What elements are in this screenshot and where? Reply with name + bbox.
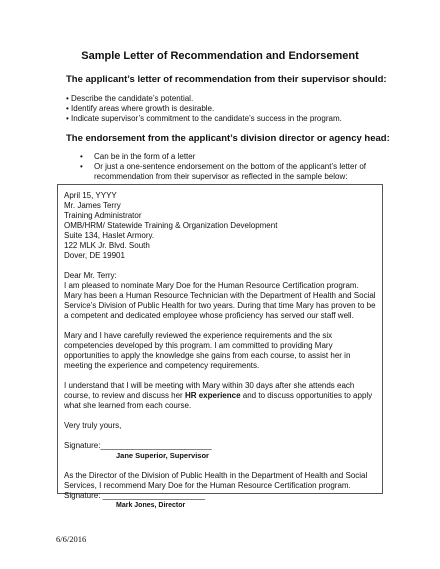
signature-line: Signature:_________________________ bbox=[64, 441, 212, 450]
footer-date: 6/6/2016 bbox=[56, 534, 87, 544]
page-title: Sample Letter of Recommendation and Endorsement bbox=[81, 50, 359, 62]
list-item: • Can be in the form of a letter bbox=[80, 152, 196, 161]
address-line: Mr. James Terry bbox=[64, 201, 121, 210]
bullet-icon: • bbox=[80, 152, 83, 161]
list-item: • Describe the candidate’s potential. bbox=[66, 94, 194, 103]
recommendation-list bbox=[66, 94, 342, 124]
letter-closing: Very truly yours, bbox=[64, 421, 122, 430]
address-line: Suite 134, Haslet Armory. bbox=[64, 231, 155, 240]
letter-paragraph: I understand that I will be meeting with Mary within 30 days after she attends each course, to review and discuss her HR experience and to discuss opportunities to apply what she learned from each course. bbox=[64, 381, 373, 410]
section-heading-endorsement: The endorsement from the applicant’s division director or agency head: bbox=[66, 133, 390, 144]
letter-paragraph: I am pleased to nominate Mary Doe for the Human Resource Certification program. Mary has been a Human Resource Technician with the Department of Health and Social Service’s Division of Public Health for two years. During that time Mary has proven to be a competent and dedicated employee whose proficiency has served our staff well. bbox=[64, 281, 376, 320]
address-line: Dover, DE 19901 bbox=[64, 251, 125, 260]
address-line: Training Administrator bbox=[64, 211, 142, 220]
signer-name: Mark Jones, Director bbox=[116, 502, 186, 509]
list-item: • Identify areas where growth is desirable. bbox=[66, 104, 215, 113]
salutation: Dear Mr. Terry: bbox=[64, 271, 117, 280]
signer-name: Jane Superior, Supervisor bbox=[116, 451, 209, 460]
list-item: • Indicate supervisor’s commitment to the candidate’s success in the program. bbox=[66, 114, 342, 123]
endorsement-list bbox=[80, 152, 380, 182]
signature-line: Signature: _______________________ bbox=[64, 491, 206, 500]
letter-paragraph: Mary and I have carefully reviewed the experience requirements and the six competencies developed by this program. I am committed to providing Mary opportunities to apply the knowledge she gains from each course, to assist her in meeting the experience and competency requirements. bbox=[64, 331, 351, 370]
bullet-icon: • bbox=[80, 162, 83, 171]
letter-date: April 15, YYYY bbox=[64, 191, 117, 200]
address-line: OMB/HRM/ Statewide Training & Organization Development bbox=[64, 221, 278, 230]
endorsement-text: As the Director of the Division of Public Health in the Department of Health and Social Services, I recommend Mary Doe for the Human Resource Certification program. bbox=[64, 471, 368, 490]
address-line: 122 MLK Jr. Blvd. South bbox=[64, 241, 150, 250]
section-heading-recommendation: The applicant’s letter of recommendation from their supervisor should: bbox=[66, 74, 387, 85]
sample-letter-box bbox=[57, 184, 383, 509]
list-item: • Or just a one-sentence endorsement on the bottom of the applicant’s letter of recommendation from their supervisor as reflected in the sample below: bbox=[80, 162, 367, 181]
